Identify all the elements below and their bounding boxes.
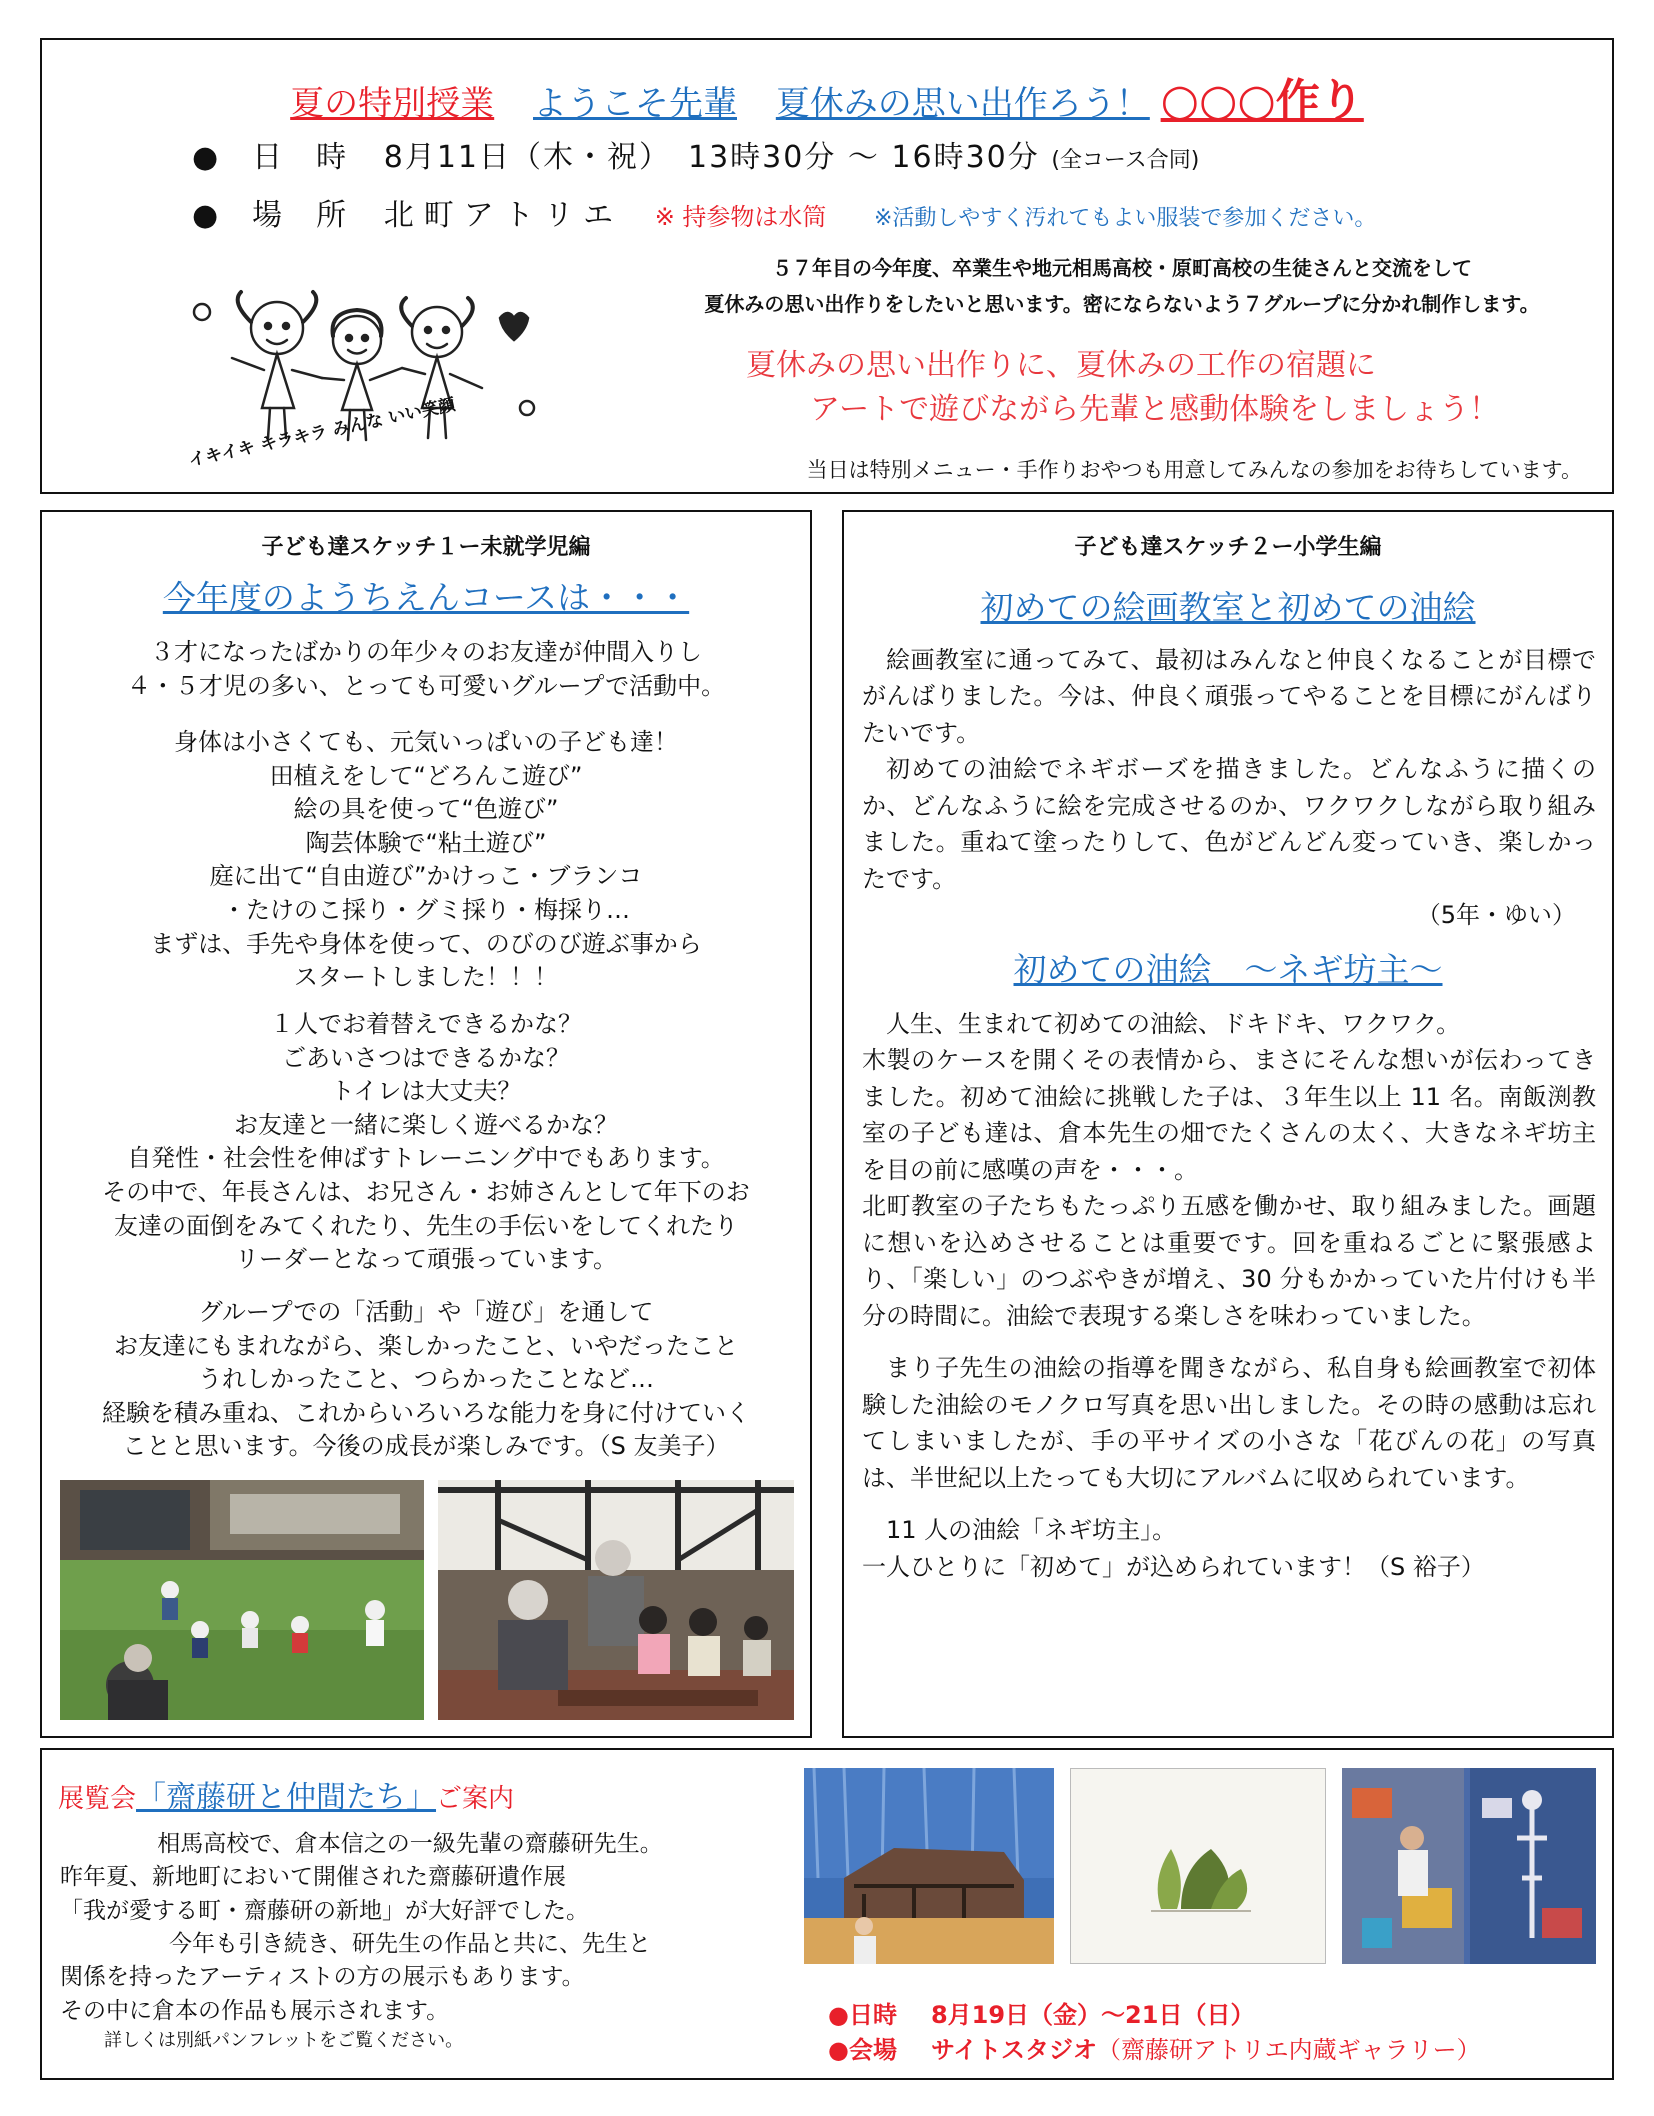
- artwork-collage-image: [1342, 1768, 1596, 1964]
- clothing-note: ※活動しやすく汚れてもよい服装で参加ください。: [873, 206, 1377, 231]
- text-line: その中で、年長さんは、お兄さん・お姉さんとして年下のお: [102, 1177, 750, 1206]
- intro-line-2: 夏休みの思い出作りをしたいと思います。密にならないよう７グループに分かれ制作します。: [704, 292, 1540, 316]
- event-intro: [642, 250, 1602, 322]
- text-line: ４・５才児の多い、とっても可愛いグループで活動中。: [126, 671, 726, 700]
- text-line: 自発性・社会性を伸ばすトレーニング中でもあります。: [127, 1144, 725, 1173]
- photo-lawn-play-image: [60, 1480, 424, 1720]
- text-line: １人でお着替えできるかな？: [270, 1010, 582, 1038]
- artwork-plant-drawing-image: [1071, 1769, 1325, 1963]
- title-summer-memories: 夏休みの思い出作ろう！: [775, 84, 1150, 124]
- exhibition-date-line: [828, 1998, 1481, 2033]
- essay-paragraph-1: 絵画教室に通ってみて、最初はみんなと仲良くなることが目標でがんばりました。今は、仲良く頑張ってやることを目標にがんばりたいです。: [862, 646, 1596, 747]
- report-paragraph-4: まり子先生の油絵の指導を聞きながら、私自身も絵画教室で初体験した油絵のモノクロ写真を思い出しました。その時の感動は忘れてしまいましたが、手の平サイズの小さな「花びんの花」の写真は、半世紀以上たっても大切にアルバムに収められています。: [862, 1354, 1596, 1492]
- text-line: ごあいさつはできるかな？: [282, 1043, 570, 1072]
- event-place-line: [192, 190, 1376, 234]
- section-heading: 今年度のようちえんコースは・・・: [162, 578, 690, 617]
- student-essay: [862, 642, 1596, 934]
- exhibition-box: [40, 1748, 1614, 2080]
- elementary-sketch-panel: [842, 510, 1614, 1738]
- artwork-collage: [1342, 1768, 1596, 1964]
- slogan-line-1: 夏休みの思い出作りに、夏休みの工作の宿題に: [746, 348, 1376, 383]
- text-line: まずは、手先や身体を使って、のびのび遊ぶ事から: [150, 929, 702, 958]
- photo-lawn-play: [60, 1480, 424, 1720]
- date-note: (全コース合同): [1051, 148, 1200, 173]
- artwork-plant-drawing: [1070, 1768, 1326, 1964]
- text-line: 今年も引き続き、研先生の作品と共に、先生と: [168, 1931, 652, 1958]
- paragraph-2: [52, 726, 800, 995]
- event-announcement-box: [40, 38, 1614, 494]
- date-value: 8月11日（木・祝） 13時30分 ～ 16時30分: [383, 140, 1040, 175]
- essay-signature: （5年・ゆい）: [1416, 901, 1576, 930]
- text-line: 田植えをして“どろんこ遊び”: [269, 761, 583, 790]
- report-paragraph-1: 人生、生まれて初めての油絵、ドキドキ、ワクワク。: [886, 1010, 1461, 1038]
- report-paragraph-3: 北町教室の子たちもたっぷり五感を働かせ、取り組みました。画題に想いを込めさせることは重要です。回を重ねるごとに緊張感より、「楽しい」のつぶやきが増え、30 分もかかっていた片付けも半分の時間に。油絵で表現する楽しさを味わっていました。: [862, 1192, 1596, 1330]
- exhibition-title-a: 展覧会: [58, 1784, 137, 1814]
- report-paragraph-6: 一人ひとりに「初めて」が込められています！（S 裕子）: [862, 1552, 1485, 1581]
- exhibition-schedule: [828, 1998, 1481, 2068]
- paragraph-4: [52, 1296, 800, 1464]
- text-line: 友達の面倒をみてくれたり、先生の手伝いをしてくれたり: [114, 1211, 738, 1240]
- exhibition-venue-line: [828, 2033, 1481, 2068]
- children-drawing-illustration: [182, 288, 572, 478]
- place-value: 北町アトリエ: [383, 198, 624, 233]
- date-label: ● 日 時: [192, 140, 349, 175]
- section-heading-1: 初めての絵画教室と初めての油絵: [980, 588, 1476, 627]
- title-summer-class: 夏の特別授業: [290, 84, 495, 124]
- essay-paragraph-2: 初めての油絵でネギボーズを描きました。どんなふうに描くのか、どんなふうに絵を完成させるのか、ワクワクしながら取り組みました。重ねて塗ったりして、色がどんどん変っていき、楽しかったです。: [862, 755, 1596, 893]
- text-line: スタートしました！！！: [294, 963, 558, 992]
- text-line: 庭に出て“自由遊び”かけっこ・ブランコ: [209, 862, 643, 891]
- exhibition-venue-label: ●会場: [828, 2035, 897, 2064]
- intro-line-1: ５７年目の今年度、卒業生や地元相馬高校・原町高校の生徒さんと交流をして: [772, 256, 1472, 280]
- text-line: 陶芸体験で“粘土遊び”: [305, 828, 547, 857]
- text-line: 関係を持ったアーティストの方の展示もあります。: [60, 1964, 585, 1991]
- event-date-line: [192, 132, 1199, 176]
- exhibition-title-c: ご案内: [436, 1784, 515, 1814]
- exhibition-date-label: ●日時: [828, 2001, 897, 2029]
- event-title: [42, 64, 1612, 128]
- text-line: その中に倉本の作品も展示されます。: [60, 1997, 450, 2024]
- report-paragraph-2: 木製のケースを開くその表情から、まさにそんな想いが伝わってきました。初めて油絵に挑戦した子は、３年生以上 11 名。南飯渕教室の子ども達は、倉本先生の畑でたくさんの太く、大きなネギ坊主を目の前に感嘆の声を・・・。: [862, 1046, 1596, 1184]
- text-line: 身体は小さくても、元気いっぱいの子ども達！: [174, 728, 678, 756]
- text-line: 「我が愛する町・齋藤研の新地」が大好評でした。: [60, 1897, 589, 1924]
- exhibition-venue-value: サイトスタジオ: [930, 2035, 1098, 2064]
- section-label: 子ども達スケッチ２ー小学生編: [1074, 535, 1382, 560]
- text-line: ・たけのこ採り・グミ採り・梅採り…: [222, 895, 630, 924]
- title-welcome-senior: ようこそ先輩: [533, 84, 737, 124]
- exhibition-title-b: 「齋藤研と仲間たち」: [136, 1780, 437, 1815]
- teacher-report: [862, 1006, 1596, 1585]
- text-line: 昨年夏、新地町において開催された齋藤研遺作展: [60, 1864, 566, 1891]
- artwork-house-painting: [804, 1768, 1054, 1964]
- bring-note: ※ 持参物は水筒: [654, 203, 827, 231]
- text-line: お友達にもまれながら、楽しかったこと、いやだったこと: [114, 1331, 738, 1360]
- text-line: グループでの「活動」や「遊び」を通して: [198, 1298, 654, 1326]
- text-line: 相馬高校で、倉本信之の一級先輩の齋藤研先生。: [157, 1831, 663, 1857]
- text-line: お友達と一緒に楽しく遊べるかな？: [234, 1110, 618, 1139]
- text-line: うれしかったこと、つらかったことなど…: [198, 1365, 654, 1394]
- title-making: ○○○作り: [1160, 75, 1364, 126]
- drawing-caption: イキイキ キラキラ みんな いい笑顔: [186, 394, 458, 471]
- snack-note: 当日は特別メニュー・手作りおやつも用意してみんなの参加をお待ちしています。: [806, 458, 1582, 482]
- exhibition-detail-note: 詳しくは別紙パンフレットをご覧ください。: [104, 2030, 464, 2052]
- exhibition-venue-note: （齋藤研アトリエ内蔵ギャラリー）: [1097, 2035, 1481, 2064]
- paragraph-3: [52, 1008, 800, 1277]
- exhibition-title: [58, 1772, 514, 1816]
- text-line: ことと思います。今後の成長が楽しみです。（S 友美子）: [122, 1432, 730, 1461]
- preschool-sketch-panel: [40, 510, 812, 1738]
- exhibition-date-value: 8月19日（金）～21日（日）: [930, 2001, 1255, 2029]
- text-line: リーダーとなって頑張っています。: [234, 1245, 618, 1274]
- exhibition-description: [60, 1828, 760, 2054]
- event-slogan: [642, 344, 1602, 431]
- section-label: 子ども達スケッチ１ー未就学児編: [261, 535, 591, 560]
- artwork-house-painting-image: [804, 1768, 1054, 1964]
- text-line: トイレは大丈夫？: [330, 1077, 522, 1106]
- photo-porch-group-image: [438, 1480, 794, 1720]
- paragraph-1: [52, 636, 800, 703]
- report-paragraph-5: 11 人の油絵「ネギ坊主」。: [886, 1516, 1177, 1545]
- text-line: 絵の具を使って“色遊び”: [293, 795, 559, 824]
- text-line: 経験を積み重ね、これからいろいろな能力を身に付けていく: [102, 1398, 750, 1427]
- slogan-line-2: アートで遊びながら先輩と感動体験をしましょう！: [810, 391, 1500, 427]
- photo-porch-group: [438, 1480, 794, 1720]
- text-line: ３才になったばかりの年少々のお友達が仲間入りし: [150, 638, 702, 666]
- place-label: ● 場 所: [192, 198, 349, 233]
- section-heading-2: 初めての油絵 ～ネギ坊主～: [1013, 950, 1443, 989]
